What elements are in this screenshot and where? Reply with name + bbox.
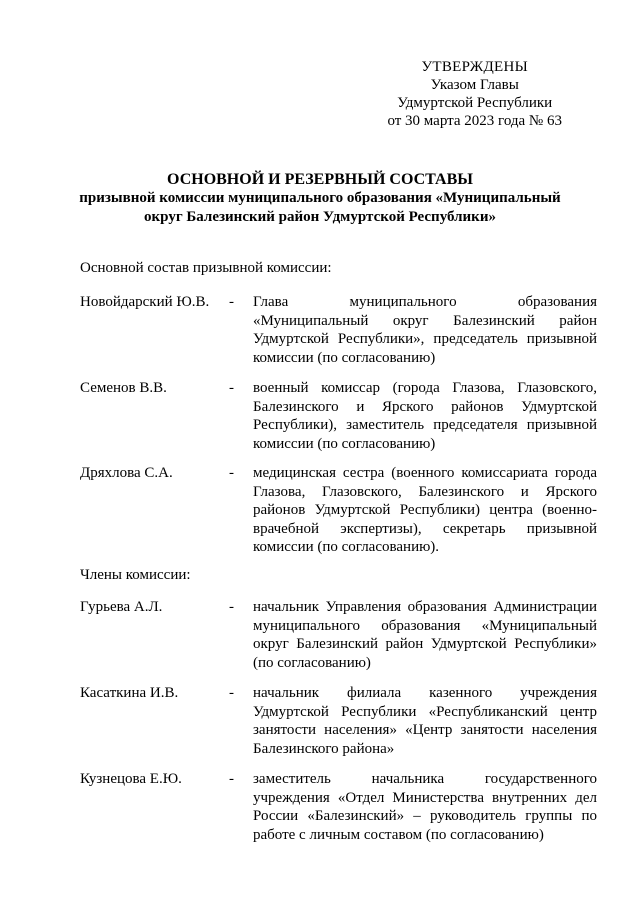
member-dash: - bbox=[229, 294, 234, 310]
member-description: медицинская сестра (военного комиссариата города Глазова, Глазовского, Балезинского и Ярского районов Удмуртской Республики) центра (военно-врачебной экспертизы), секретарь призывной комиссии (по согласованию). bbox=[253, 465, 597, 555]
member-name: Гурьева А.Л. bbox=[80, 599, 163, 615]
member-dash: - bbox=[229, 465, 234, 481]
member-dash: - bbox=[229, 771, 234, 787]
member-name: Дряхлова С.А. bbox=[80, 465, 173, 481]
title-line-2: призывной комиссии муниципального образования «Муниципальный bbox=[79, 190, 561, 206]
document-title bbox=[0, 170, 640, 227]
main-section-label: Основной состав призывной комиссии: bbox=[80, 260, 332, 276]
member-description: заместитель начальника государственного учреждения «Отдел Министерства внутренних дел России «Балезинский» – руководитель группы по работе с личным составом (по согласованию) bbox=[253, 771, 597, 843]
member-name: Семенов В.В. bbox=[80, 380, 167, 396]
member-description: военный комиссар (города Глазова, Глазовского, Балезинского и Ярского районов Удмуртской Республики), заместитель председателя призывной комиссии (по согласованию) bbox=[253, 380, 597, 452]
member-description: начальник Управления образования Администрации муниципального образования «Муниципальный округ Балезинский район Удмуртской Республики» (по согласованию) bbox=[253, 599, 597, 671]
approval-date: от 30 марта 2023 года № 63 bbox=[387, 113, 562, 129]
approval-republic: Удмуртской Республики bbox=[397, 95, 553, 111]
approval-decree: Указом Главы bbox=[430, 77, 519, 93]
member-name: Кузнецова Е.Ю. bbox=[80, 771, 182, 787]
member-description: начальник филиала казенного учреждения Удмуртской Республики «Республиканский центр занятости населения» «Центр занятости населения Балезинского района» bbox=[253, 685, 597, 757]
member-dash: - bbox=[229, 685, 234, 701]
title-line-3: округ Балезинский район Удмуртской Республики» bbox=[144, 209, 496, 225]
member-name: Новойдарский Ю.В. bbox=[80, 294, 210, 310]
members-section-label: Члены комиссии: bbox=[80, 567, 191, 583]
member-description: Глава муниципального образования «Муниципальный округ Балезинский район Удмуртской Республики», председатель призывной комиссии (по согласованию) bbox=[253, 294, 597, 366]
approval-heading: УТВЕРЖДЕНЫ bbox=[421, 59, 528, 75]
member-name: Касаткина И.В. bbox=[80, 685, 179, 701]
member-dash: - bbox=[229, 599, 234, 615]
approval-stamp bbox=[387, 58, 562, 130]
title-line-1: ОСНОВНОЙ И РЕЗЕРВНЫЙ СОСТАВЫ bbox=[167, 171, 473, 188]
member-dash: - bbox=[229, 380, 234, 396]
